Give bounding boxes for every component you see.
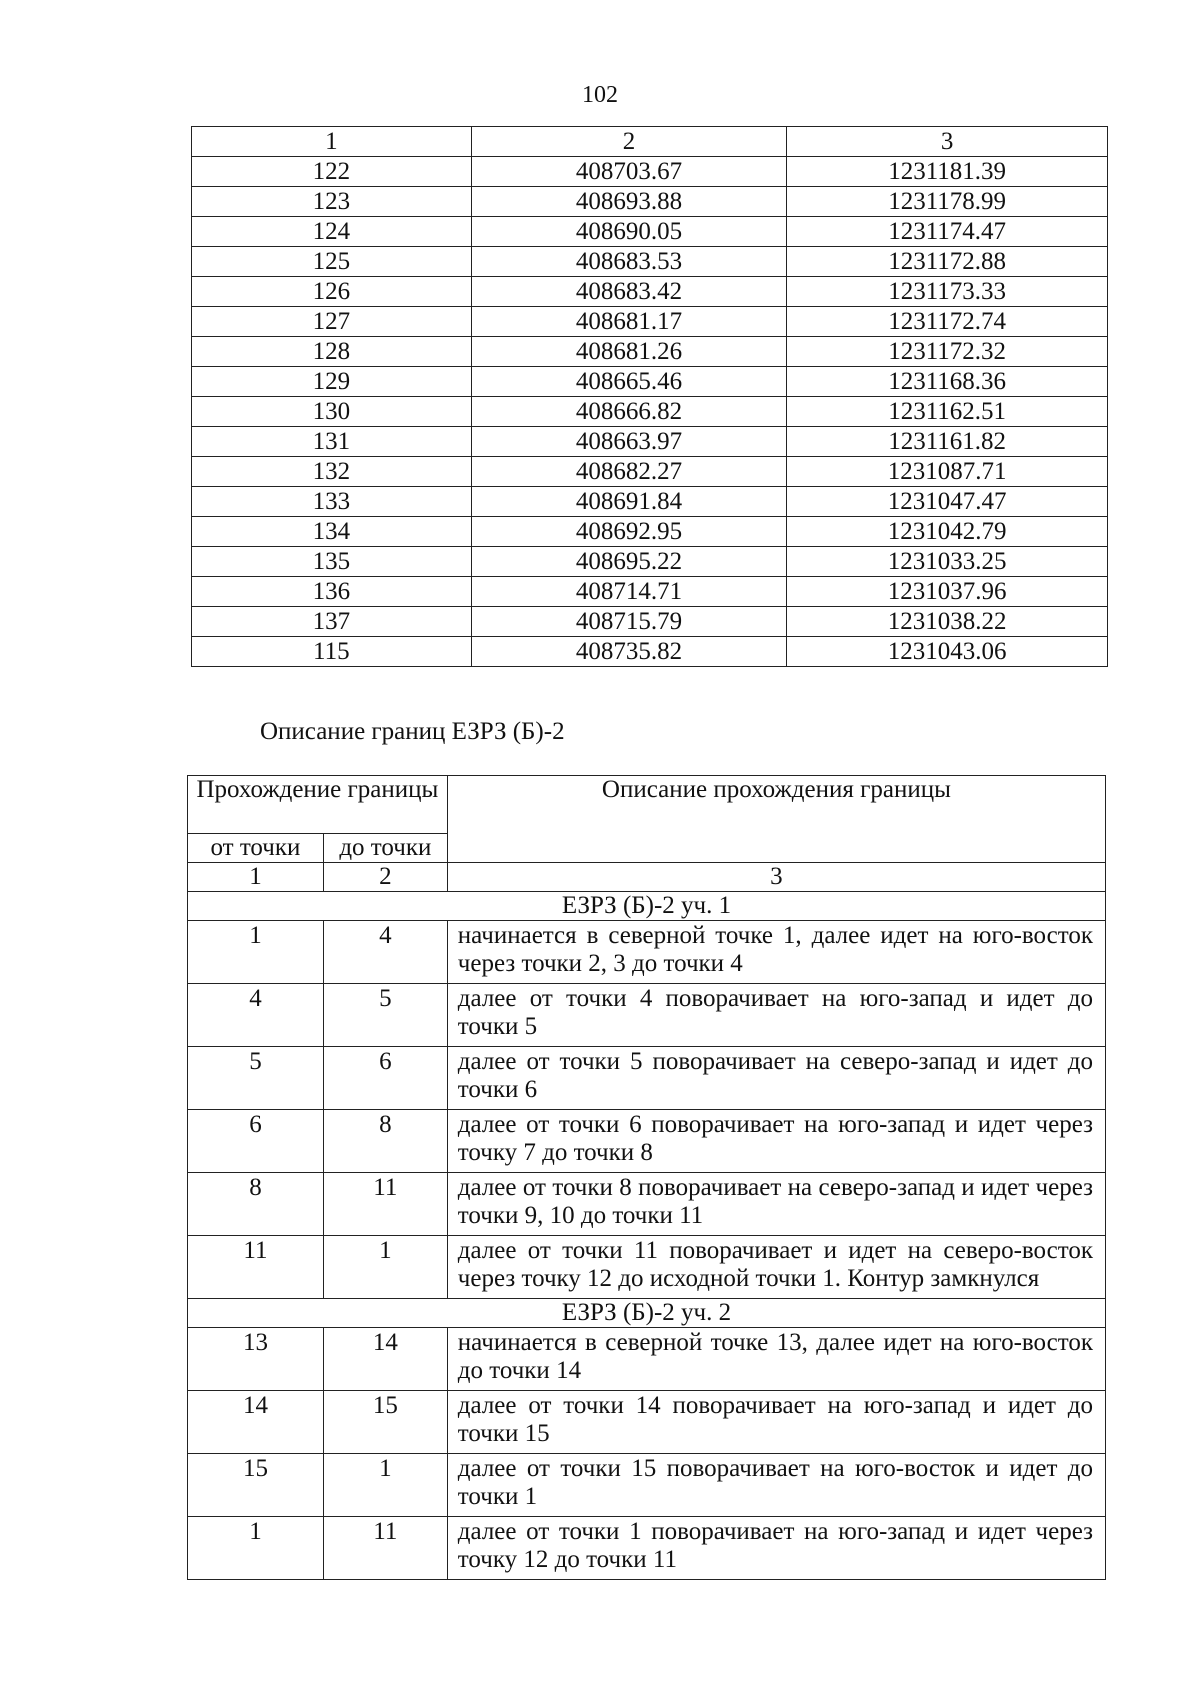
- x-coordinate-cell: 408692.95: [471, 517, 787, 547]
- y-coordinate-cell: 1231043.06: [787, 637, 1108, 667]
- table-row: [192, 577, 1108, 607]
- table-row: [188, 1454, 1106, 1517]
- to-point-cell: 1: [323, 1236, 447, 1299]
- y-coordinate-cell: 1231037.96: [787, 577, 1108, 607]
- y-coordinate-cell: 1231033.25: [787, 547, 1108, 577]
- y-coordinate-cell: 1231173.33: [787, 277, 1108, 307]
- point-number-cell: 126: [192, 277, 472, 307]
- table-row: [192, 157, 1108, 187]
- table-row: [192, 247, 1108, 277]
- header-to-point: до точки: [323, 834, 447, 863]
- point-number-cell: 128: [192, 337, 472, 367]
- header-boundary-description: Описание прохождения границы: [447, 776, 1105, 863]
- description-cell: далее от точки 5 поворачивает на северо-запад и идет до точки 6: [447, 1047, 1105, 1110]
- point-number-cell: 127: [192, 307, 472, 337]
- page-number: 102: [582, 82, 618, 108]
- table-row: [188, 1173, 1106, 1236]
- y-coordinate-cell: 1231038.22: [787, 607, 1108, 637]
- table-row: [188, 921, 1106, 984]
- x-coordinate-cell: 408715.79: [471, 607, 787, 637]
- from-point-cell: 11: [188, 1236, 324, 1299]
- y-coordinate-cell: 1231162.51: [787, 397, 1108, 427]
- table-row: [192, 307, 1108, 337]
- point-number-cell: 115: [192, 637, 472, 667]
- point-number-cell: 135: [192, 547, 472, 577]
- description-cell: далее от точки 15 поворачивает на юго-восток и идет до точки 1: [447, 1454, 1105, 1517]
- x-coordinate-cell: 408703.67: [471, 157, 787, 187]
- point-number-cell: 122: [192, 157, 472, 187]
- y-coordinate-cell: 1231047.47: [787, 487, 1108, 517]
- coordinates-header-cell: 1: [192, 127, 472, 157]
- x-coordinate-cell: 408690.05: [471, 217, 787, 247]
- table-row: [192, 217, 1108, 247]
- point-number-cell: 134: [192, 517, 472, 547]
- table-row: [192, 547, 1108, 577]
- x-coordinate-cell: 408691.84: [471, 487, 787, 517]
- x-coordinate-cell: 408693.88: [471, 187, 787, 217]
- y-coordinate-cell: 1231181.39: [787, 157, 1108, 187]
- table-row: [192, 427, 1108, 457]
- description-cell: далее от точки 1 поворачивает на юго-запад и идет через точку 12 до точки 11: [447, 1517, 1105, 1580]
- from-point-cell: 5: [188, 1047, 324, 1110]
- section-title-cell: ЕЗРЗ (Б)-2 уч. 2: [188, 1299, 1106, 1328]
- y-coordinate-cell: 1231087.71: [787, 457, 1108, 487]
- table-row: [192, 277, 1108, 307]
- table-row: [192, 457, 1108, 487]
- desc-header-row: [188, 776, 1106, 834]
- to-point-cell: 5: [323, 984, 447, 1047]
- table-row: [192, 487, 1108, 517]
- from-point-cell: 15: [188, 1454, 324, 1517]
- coordinates-header-cell: 3: [787, 127, 1108, 157]
- y-coordinate-cell: 1231168.36: [787, 367, 1108, 397]
- y-coordinate-cell: 1231172.88: [787, 247, 1108, 277]
- y-coordinate-cell: 1231161.82: [787, 427, 1108, 457]
- x-coordinate-cell: 408682.27: [471, 457, 787, 487]
- y-coordinate-cell: 1231174.47: [787, 217, 1108, 247]
- point-number-cell: 123: [192, 187, 472, 217]
- table-row: [192, 517, 1108, 547]
- column-number: 2: [323, 863, 447, 892]
- description-cell: далее от точки 14 поворачивает на юго-запад и идет до точки 15: [447, 1391, 1105, 1454]
- from-point-cell: 1: [188, 1517, 324, 1580]
- point-number-cell: 129: [192, 367, 472, 397]
- description-cell: начинается в северной точке 1, далее идет на юго-восток через точки 2, 3 до точки 4: [447, 921, 1105, 984]
- table-row: [188, 1328, 1106, 1391]
- column-number: 3: [447, 863, 1105, 892]
- point-number-cell: 137: [192, 607, 472, 637]
- coordinates-table-body: [192, 127, 1108, 667]
- y-coordinate-cell: 1231172.74: [787, 307, 1108, 337]
- point-number-cell: 131: [192, 427, 472, 457]
- to-point-cell: 8: [323, 1110, 447, 1173]
- table-row: [192, 367, 1108, 397]
- table-row: [188, 1236, 1106, 1299]
- table-row: [192, 397, 1108, 427]
- table-row: [188, 1110, 1106, 1173]
- table-row: [188, 984, 1106, 1047]
- coordinates-header-row: [192, 127, 1108, 157]
- description-cell: далее от точки 11 поворачивает и идет на северо-восток через точку 12 до исходной точки 1. Контур замкнулся: [447, 1236, 1105, 1299]
- point-number-cell: 130: [192, 397, 472, 427]
- x-coordinate-cell: 408663.97: [471, 427, 787, 457]
- x-coordinate-cell: 408683.53: [471, 247, 787, 277]
- boundary-description-table: [187, 775, 1106, 1580]
- point-number-cell: 124: [192, 217, 472, 247]
- boundary-description-table-body: [188, 776, 1106, 1580]
- column-number: 1: [188, 863, 324, 892]
- from-point-cell: 1: [188, 921, 324, 984]
- to-point-cell: 4: [323, 921, 447, 984]
- point-number-cell: 136: [192, 577, 472, 607]
- description-cell: далее от точки 6 поворачивает на юго-запад и идет через точку 7 до точки 8: [447, 1110, 1105, 1173]
- y-coordinate-cell: 1231178.99: [787, 187, 1108, 217]
- from-point-cell: 13: [188, 1328, 324, 1391]
- point-number-cell: 125: [192, 247, 472, 277]
- x-coordinate-cell: 408665.46: [471, 367, 787, 397]
- point-number-cell: 132: [192, 457, 472, 487]
- to-point-cell: 14: [323, 1328, 447, 1391]
- description-cell: далее от точки 4 поворачивает на юго-запад и идет до точки 5: [447, 984, 1105, 1047]
- to-point-cell: 11: [323, 1517, 447, 1580]
- section-row: [188, 1299, 1106, 1328]
- table-row: [192, 187, 1108, 217]
- x-coordinate-cell: 408714.71: [471, 577, 787, 607]
- to-point-cell: 15: [323, 1391, 447, 1454]
- from-point-cell: 8: [188, 1173, 324, 1236]
- section-title: Описание границ ЕЗРЗ (Б)-2: [260, 718, 565, 745]
- description-cell: далее от точки 8 поворачивает на северо-запад и идет через точки 9, 10 до точки 11: [447, 1173, 1105, 1236]
- description-cell: начинается в северной точке 13, далее идет на юго-восток до точки 14: [447, 1328, 1105, 1391]
- to-point-cell: 6: [323, 1047, 447, 1110]
- to-point-cell: 1: [323, 1454, 447, 1517]
- table-row: [192, 637, 1108, 667]
- to-point-cell: 11: [323, 1173, 447, 1236]
- header-from-point: от точки: [188, 834, 324, 863]
- y-coordinate-cell: 1231172.32: [787, 337, 1108, 367]
- x-coordinate-cell: 408683.42: [471, 277, 787, 307]
- table-row: [188, 1391, 1106, 1454]
- table-row: [188, 1047, 1106, 1110]
- table-row: [188, 1517, 1106, 1580]
- x-coordinate-cell: 408735.82: [471, 637, 787, 667]
- x-coordinate-cell: 408681.17: [471, 307, 787, 337]
- x-coordinate-cell: 408695.22: [471, 547, 787, 577]
- desc-column-numbers-row: [188, 863, 1106, 892]
- x-coordinate-cell: 408681.26: [471, 337, 787, 367]
- table-row: [192, 607, 1108, 637]
- x-coordinate-cell: 408666.82: [471, 397, 787, 427]
- header-boundary-passage: Прохождение границы: [188, 776, 448, 834]
- from-point-cell: 14: [188, 1391, 324, 1454]
- point-number-cell: 133: [192, 487, 472, 517]
- coordinates-table: [191, 126, 1108, 667]
- from-point-cell: 6: [188, 1110, 324, 1173]
- section-title-cell: ЕЗРЗ (Б)-2 уч. 1: [188, 892, 1106, 921]
- table-row: [192, 337, 1108, 367]
- from-point-cell: 4: [188, 984, 324, 1047]
- section-row: [188, 892, 1106, 921]
- coordinates-header-cell: 2: [471, 127, 787, 157]
- y-coordinate-cell: 1231042.79: [787, 517, 1108, 547]
